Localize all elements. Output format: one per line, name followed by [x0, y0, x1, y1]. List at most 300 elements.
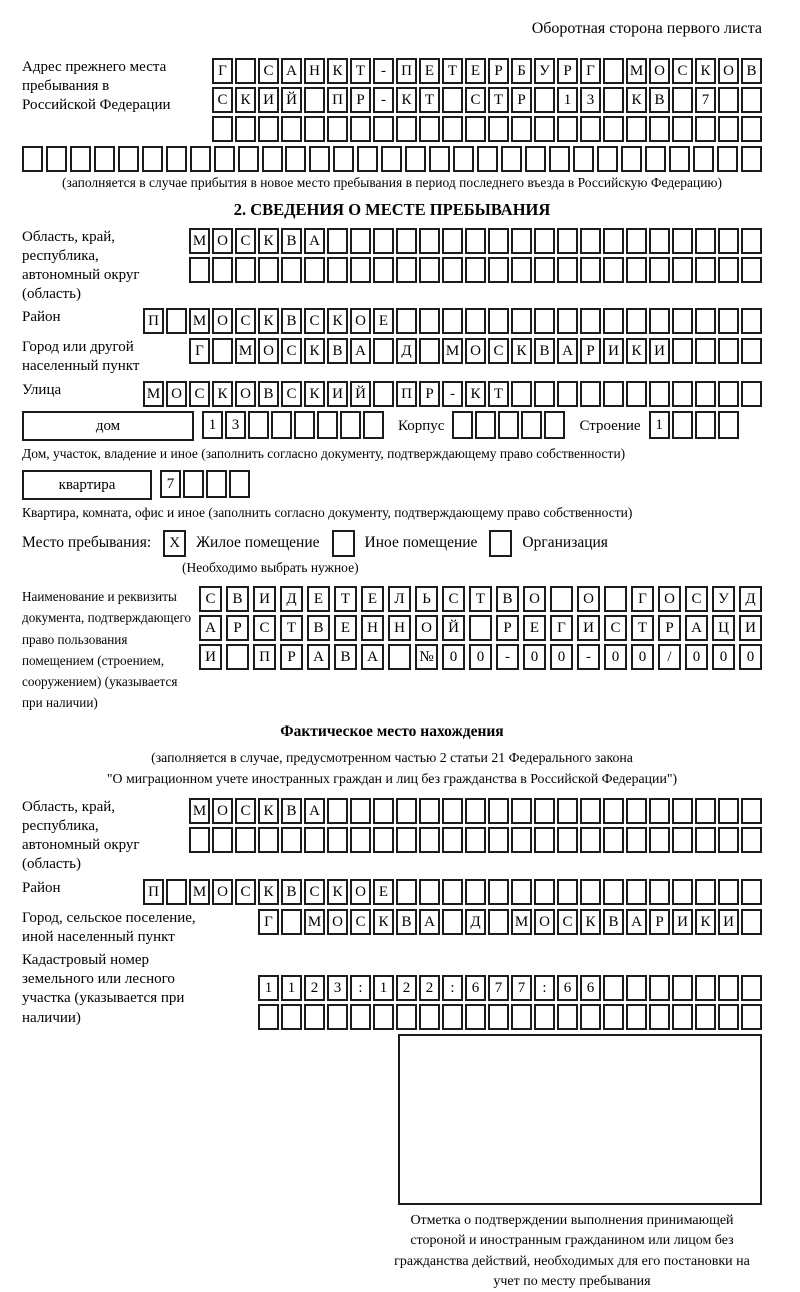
char-cell[interactable] [488, 1004, 509, 1030]
char-cell[interactable] [488, 909, 509, 935]
char-cell[interactable] [672, 257, 693, 283]
char-cell[interactable] [580, 116, 601, 142]
char-cell[interactable] [419, 827, 440, 853]
char-cell[interactable] [534, 116, 555, 142]
char-cell[interactable] [511, 1004, 532, 1030]
char-cell[interactable]: С [350, 909, 371, 935]
char-cell[interactable] [718, 257, 739, 283]
char-cell[interactable]: Т [488, 381, 509, 407]
char-cell[interactable] [695, 338, 716, 364]
char-cell[interactable]: К [511, 338, 532, 364]
char-cell[interactable]: : [350, 975, 371, 1001]
char-cell[interactable] [465, 827, 486, 853]
char-cell[interactable] [604, 586, 627, 612]
char-cell[interactable] [511, 308, 532, 334]
char-cell[interactable] [580, 1004, 601, 1030]
char-cell[interactable]: 6 [557, 975, 578, 1001]
stroenie-row[interactable] [649, 411, 739, 439]
char-cell[interactable]: К [258, 308, 279, 334]
char-cell[interactable] [388, 644, 411, 670]
char-cell[interactable] [672, 879, 693, 905]
char-cell[interactable] [189, 257, 210, 283]
char-cell[interactable]: С [212, 87, 233, 113]
char-cell[interactable] [741, 827, 762, 853]
char-cell[interactable]: М [304, 909, 325, 935]
char-cell[interactable] [419, 116, 440, 142]
char-cell[interactable] [695, 798, 716, 824]
char-cell[interactable]: О [350, 879, 371, 905]
char-cell[interactable] [672, 87, 693, 113]
char-cell[interactable]: 7 [695, 87, 716, 113]
char-cell[interactable]: К [327, 308, 348, 334]
char-cell[interactable]: Г [550, 615, 573, 641]
char-cell[interactable]: О [649, 58, 670, 84]
char-cell[interactable]: 6 [465, 975, 486, 1001]
char-cell[interactable] [718, 975, 739, 1001]
char-cell[interactable] [327, 827, 348, 853]
char-cell[interactable] [190, 146, 211, 172]
char-cell[interactable]: И [199, 644, 222, 670]
char-cell[interactable]: Й [442, 615, 465, 641]
char-cell[interactable]: Е [523, 615, 546, 641]
char-cell[interactable] [741, 879, 762, 905]
char-cell[interactable] [258, 116, 279, 142]
char-cell[interactable]: Р [511, 87, 532, 113]
char-cell[interactable]: Т [469, 586, 492, 612]
char-cell[interactable] [603, 228, 624, 254]
char-cell[interactable] [373, 228, 394, 254]
char-cell[interactable]: А [557, 338, 578, 364]
char-cell[interactable] [327, 798, 348, 824]
char-cell[interactable] [419, 879, 440, 905]
char-cell[interactable]: - [577, 644, 600, 670]
cadastral-row-1[interactable] [258, 975, 762, 1001]
char-cell[interactable] [281, 116, 302, 142]
char-cell[interactable] [580, 228, 601, 254]
char-cell[interactable] [695, 257, 716, 283]
char-cell[interactable] [373, 798, 394, 824]
char-cell[interactable] [511, 798, 532, 824]
char-cell[interactable]: Й [350, 381, 371, 407]
char-cell[interactable]: А [626, 909, 647, 935]
char-cell[interactable]: 0 [523, 644, 546, 670]
char-cell[interactable] [212, 338, 233, 364]
char-cell[interactable]: В [603, 909, 624, 935]
char-cell[interactable] [350, 798, 371, 824]
char-cell[interactable]: П [396, 58, 417, 84]
char-cell[interactable]: 2 [304, 975, 325, 1001]
char-cell[interactable]: К [235, 87, 256, 113]
char-cell[interactable]: Т [442, 58, 463, 84]
char-cell[interactable]: К [212, 381, 233, 407]
char-cell[interactable] [718, 411, 739, 439]
char-cell[interactable] [271, 411, 292, 439]
char-cell[interactable]: В [307, 615, 330, 641]
char-cell[interactable]: О [235, 381, 256, 407]
char-cell[interactable] [22, 146, 43, 172]
char-cell[interactable] [183, 470, 204, 498]
char-cell[interactable] [603, 58, 624, 84]
char-cell[interactable] [396, 257, 417, 283]
char-cell[interactable]: Е [465, 58, 486, 84]
char-cell[interactable] [373, 1004, 394, 1030]
cadastral-row-2[interactable] [258, 1004, 762, 1030]
char-cell[interactable] [381, 146, 402, 172]
char-cell[interactable]: М [189, 308, 210, 334]
char-cell[interactable] [557, 879, 578, 905]
char-cell[interactable] [465, 257, 486, 283]
actual-district-row[interactable] [143, 879, 762, 905]
char-cell[interactable] [580, 381, 601, 407]
char-cell[interactable]: С [253, 615, 276, 641]
char-cell[interactable]: А [307, 644, 330, 670]
char-cell[interactable]: 0 [550, 644, 573, 670]
char-cell[interactable]: В [258, 381, 279, 407]
char-cell[interactable] [235, 827, 256, 853]
char-cell[interactable] [741, 87, 762, 113]
char-cell[interactable] [580, 827, 601, 853]
char-cell[interactable]: М [143, 381, 164, 407]
char-cell[interactable]: С [235, 798, 256, 824]
char-cell[interactable]: Т [280, 615, 303, 641]
char-cell[interactable] [373, 257, 394, 283]
char-cell[interactable] [465, 228, 486, 254]
char-cell[interactable]: С [604, 615, 627, 641]
char-cell[interactable] [442, 909, 463, 935]
char-cell[interactable] [534, 827, 555, 853]
char-cell[interactable]: - [373, 58, 394, 84]
char-cell[interactable]: К [304, 381, 325, 407]
char-cell[interactable] [649, 228, 670, 254]
char-cell[interactable]: - [373, 87, 394, 113]
char-cell[interactable]: С [685, 586, 708, 612]
char-cell[interactable] [419, 257, 440, 283]
char-cell[interactable] [442, 827, 463, 853]
char-cell[interactable]: М [189, 228, 210, 254]
char-cell[interactable] [212, 257, 233, 283]
char-cell[interactable] [350, 228, 371, 254]
char-cell[interactable] [475, 411, 496, 439]
char-cell[interactable] [695, 116, 716, 142]
char-cell[interactable]: К [580, 909, 601, 935]
char-cell[interactable] [281, 1004, 302, 1030]
char-cell[interactable] [294, 411, 315, 439]
char-cell[interactable] [442, 116, 463, 142]
char-cell[interactable] [214, 146, 235, 172]
char-cell[interactable] [741, 338, 762, 364]
char-cell[interactable] [488, 827, 509, 853]
char-cell[interactable]: К [626, 87, 647, 113]
char-cell[interactable] [304, 87, 325, 113]
char-cell[interactable]: 3 [225, 411, 246, 439]
city-row[interactable] [189, 338, 762, 364]
char-cell[interactable] [142, 146, 163, 172]
char-cell[interactable]: В [281, 228, 302, 254]
char-cell[interactable]: Р [226, 615, 249, 641]
char-cell[interactable]: В [281, 798, 302, 824]
char-cell[interactable] [649, 1004, 670, 1030]
char-cell[interactable] [396, 116, 417, 142]
char-cell[interactable]: С [281, 338, 302, 364]
char-cell[interactable]: : [534, 975, 555, 1001]
char-cell[interactable] [501, 146, 522, 172]
char-cell[interactable]: С [189, 381, 210, 407]
char-cell[interactable]: М [442, 338, 463, 364]
char-cell[interactable] [695, 879, 716, 905]
char-cell[interactable]: 6 [580, 975, 601, 1001]
house-number-row[interactable] [202, 411, 384, 439]
region-row-1[interactable] [189, 228, 762, 254]
char-cell[interactable] [672, 116, 693, 142]
char-cell[interactable]: Р [419, 381, 440, 407]
char-cell[interactable] [442, 308, 463, 334]
char-cell[interactable] [488, 116, 509, 142]
char-cell[interactable] [521, 411, 542, 439]
char-cell[interactable] [718, 308, 739, 334]
char-cell[interactable] [429, 146, 450, 172]
char-cell[interactable] [373, 338, 394, 364]
char-cell[interactable] [672, 827, 693, 853]
char-cell[interactable]: В [396, 909, 417, 935]
char-cell[interactable] [534, 308, 555, 334]
char-cell[interactable] [166, 879, 187, 905]
char-cell[interactable] [550, 586, 573, 612]
char-cell[interactable] [695, 827, 716, 853]
char-cell[interactable] [477, 146, 498, 172]
char-cell[interactable]: 1 [258, 975, 279, 1001]
char-cell[interactable] [419, 228, 440, 254]
char-cell[interactable]: И [327, 381, 348, 407]
char-cell[interactable]: А [304, 228, 325, 254]
char-cell[interactable]: И [649, 338, 670, 364]
street-row[interactable] [143, 381, 762, 407]
char-cell[interactable] [557, 381, 578, 407]
char-cell[interactable] [741, 257, 762, 283]
char-cell[interactable] [212, 116, 233, 142]
char-cell[interactable] [672, 308, 693, 334]
char-cell[interactable] [238, 146, 259, 172]
char-cell[interactable] [442, 879, 463, 905]
char-cell[interactable]: О [718, 58, 739, 84]
char-cell[interactable] [373, 381, 394, 407]
actual-region-row-1[interactable] [189, 798, 762, 824]
char-cell[interactable]: И [258, 87, 279, 113]
char-cell[interactable]: А [304, 798, 325, 824]
char-cell[interactable] [672, 228, 693, 254]
char-cell[interactable] [718, 1004, 739, 1030]
char-cell[interactable]: В [226, 586, 249, 612]
char-cell[interactable]: И [603, 338, 624, 364]
char-cell[interactable]: 0 [442, 644, 465, 670]
char-cell[interactable] [350, 116, 371, 142]
char-cell[interactable] [603, 381, 624, 407]
char-cell[interactable] [327, 116, 348, 142]
char-cell[interactable]: А [419, 909, 440, 935]
char-cell[interactable]: Д [396, 338, 417, 364]
char-cell[interactable]: С [304, 879, 325, 905]
char-cell[interactable]: П [396, 381, 417, 407]
char-cell[interactable] [534, 87, 555, 113]
char-cell[interactable] [626, 1004, 647, 1030]
char-cell[interactable]: О [258, 338, 279, 364]
char-cell[interactable]: 7 [160, 470, 181, 498]
char-cell[interactable]: Е [419, 58, 440, 84]
char-cell[interactable]: Р [280, 644, 303, 670]
char-cell[interactable] [741, 1004, 762, 1030]
char-cell[interactable] [741, 228, 762, 254]
char-cell[interactable] [649, 879, 670, 905]
char-cell[interactable]: П [143, 879, 164, 905]
char-cell[interactable] [718, 827, 739, 853]
char-cell[interactable]: 3 [580, 87, 601, 113]
char-cell[interactable]: С [235, 879, 256, 905]
char-cell[interactable] [357, 146, 378, 172]
prev-address-row-3[interactable] [212, 116, 762, 142]
char-cell[interactable] [603, 975, 624, 1001]
char-cell[interactable] [350, 827, 371, 853]
char-cell[interactable] [166, 146, 187, 172]
char-cell[interactable]: О [212, 879, 233, 905]
char-cell[interactable] [511, 827, 532, 853]
char-cell[interactable] [557, 798, 578, 824]
char-cell[interactable] [741, 116, 762, 142]
char-cell[interactable] [672, 1004, 693, 1030]
char-cell[interactable]: 0 [631, 644, 654, 670]
char-cell[interactable] [309, 146, 330, 172]
char-cell[interactable] [603, 87, 624, 113]
char-cell[interactable]: 0 [739, 644, 762, 670]
char-cell[interactable] [442, 228, 463, 254]
char-cell[interactable] [317, 411, 338, 439]
char-cell[interactable]: Т [488, 87, 509, 113]
char-cell[interactable]: Г [580, 58, 601, 84]
char-cell[interactable]: С [488, 338, 509, 364]
prev-address-row-2[interactable] [212, 87, 762, 113]
char-cell[interactable] [626, 879, 647, 905]
char-cell[interactable] [695, 411, 716, 439]
char-cell[interactable]: О [415, 615, 438, 641]
char-cell[interactable] [363, 411, 384, 439]
char-cell[interactable] [621, 146, 642, 172]
char-cell[interactable] [534, 228, 555, 254]
char-cell[interactable] [511, 381, 532, 407]
stay-type-checkbox-residential[interactable]: X [163, 530, 186, 557]
char-cell[interactable]: Н [361, 615, 384, 641]
char-cell[interactable]: Й [281, 87, 302, 113]
char-cell[interactable]: В [327, 338, 348, 364]
char-cell[interactable]: 7 [511, 975, 532, 1001]
char-cell[interactable] [442, 1004, 463, 1030]
char-cell[interactable] [718, 798, 739, 824]
char-cell[interactable] [419, 1004, 440, 1030]
char-cell[interactable] [557, 827, 578, 853]
char-cell[interactable]: К [396, 87, 417, 113]
char-cell[interactable] [649, 381, 670, 407]
char-cell[interactable]: К [695, 58, 716, 84]
char-cell[interactable] [350, 1004, 371, 1030]
char-cell[interactable]: Р [488, 58, 509, 84]
char-cell[interactable] [511, 257, 532, 283]
char-cell[interactable]: Е [334, 615, 357, 641]
char-cell[interactable] [649, 798, 670, 824]
char-cell[interactable] [672, 411, 693, 439]
char-cell[interactable]: С [281, 381, 302, 407]
char-cell[interactable]: У [534, 58, 555, 84]
char-cell[interactable]: К [258, 228, 279, 254]
char-cell[interactable] [333, 146, 354, 172]
char-cell[interactable]: 2 [419, 975, 440, 1001]
char-cell[interactable]: Е [307, 586, 330, 612]
char-cell[interactable]: С [258, 58, 279, 84]
char-cell[interactable] [649, 308, 670, 334]
char-cell[interactable] [534, 381, 555, 407]
char-cell[interactable] [544, 411, 565, 439]
char-cell[interactable]: К [695, 909, 716, 935]
char-cell[interactable] [741, 381, 762, 407]
char-cell[interactable] [695, 308, 716, 334]
char-cell[interactable]: Р [658, 615, 681, 641]
char-cell[interactable] [626, 381, 647, 407]
char-cell[interactable]: С [235, 228, 256, 254]
char-cell[interactable]: Д [280, 586, 303, 612]
char-cell[interactable] [229, 470, 250, 498]
char-cell[interactable]: А [199, 615, 222, 641]
char-cell[interactable]: - [442, 381, 463, 407]
char-cell[interactable] [396, 879, 417, 905]
char-cell[interactable]: В [496, 586, 519, 612]
char-cell[interactable] [396, 228, 417, 254]
char-cell[interactable] [488, 257, 509, 283]
document-row-2[interactable] [199, 615, 762, 641]
char-cell[interactable] [695, 975, 716, 1001]
char-cell[interactable] [94, 146, 115, 172]
char-cell[interactable] [557, 116, 578, 142]
char-cell[interactable] [396, 308, 417, 334]
char-cell[interactable] [511, 116, 532, 142]
char-cell[interactable]: А [281, 58, 302, 84]
char-cell[interactable] [118, 146, 139, 172]
char-cell[interactable] [718, 338, 739, 364]
char-cell[interactable] [396, 827, 417, 853]
char-cell[interactable] [350, 257, 371, 283]
char-cell[interactable] [626, 975, 647, 1001]
char-cell[interactable] [281, 257, 302, 283]
char-cell[interactable]: Д [465, 909, 486, 935]
char-cell[interactable]: П [253, 644, 276, 670]
char-cell[interactable] [649, 116, 670, 142]
char-cell[interactable]: Н [388, 615, 411, 641]
char-cell[interactable] [741, 798, 762, 824]
char-cell[interactable]: А [685, 615, 708, 641]
char-cell[interactable]: - [496, 644, 519, 670]
char-cell[interactable]: В [281, 879, 302, 905]
char-cell[interactable]: О [212, 228, 233, 254]
char-cell[interactable] [649, 257, 670, 283]
char-cell[interactable]: В [741, 58, 762, 84]
char-cell[interactable]: 0 [604, 644, 627, 670]
char-cell[interactable]: С [199, 586, 222, 612]
char-cell[interactable]: Ц [712, 615, 735, 641]
char-cell[interactable] [419, 338, 440, 364]
char-cell[interactable] [488, 879, 509, 905]
char-cell[interactable] [645, 146, 666, 172]
char-cell[interactable] [580, 308, 601, 334]
char-cell[interactable] [603, 308, 624, 334]
char-cell[interactable] [212, 827, 233, 853]
char-cell[interactable] [327, 1004, 348, 1030]
char-cell[interactable]: К [626, 338, 647, 364]
char-cell[interactable] [442, 798, 463, 824]
